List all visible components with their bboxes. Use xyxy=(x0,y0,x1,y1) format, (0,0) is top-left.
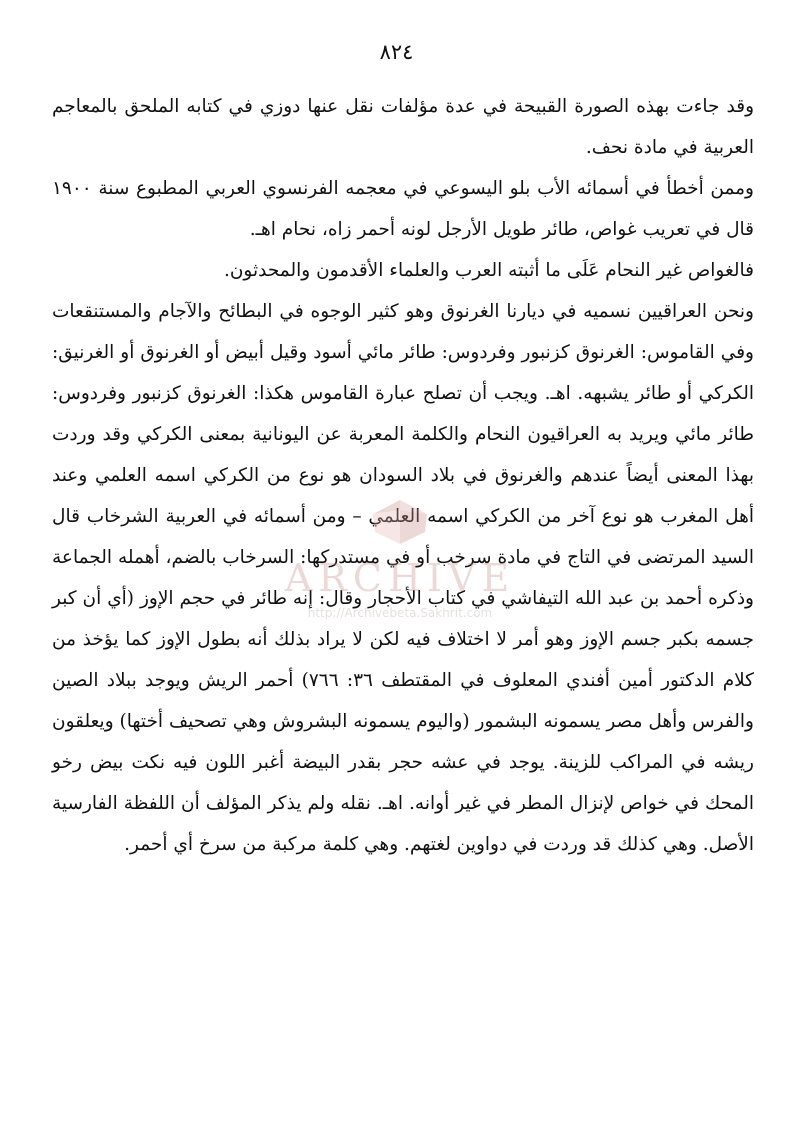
paragraph-2: وممن أخطأ في أسمائه الأب بلو اليسوعي في معجمه الفرنسوي العربي المطبوع سنة ١٩٠٠ قال في تعريب غواص، طائر طويل الأرجل لونه أحمر زاه، نحام اهـ. xyxy=(52,178,754,240)
page-number: ٨٢٤ xyxy=(379,40,414,64)
body-text xyxy=(52,86,754,865)
paragraph-4: ونحن العراقيين نسميه في ديارنا الغرنوق وهو كثير الوجوه في البطائح والآجام والمستنقعات وفي القاموس: الغرنوق كزنبور وفردوس: طائر مائي أسود وقيل أبيض أو الغرنوق أو الغرنيق: الكركي أو طائر يشبهه. اهـ. ويجب أن تصلح عبارة القاموس هكذا: الغرنوق كزنبور وفردوس: طائر مائي ويريد به العراقيون النحام والكلمة المعربة عن اليونانية بمعنى الكركي وقد وردت بهذا المعنى أيضاً عندهم والغرنوق في بلاد السودان هو نوع من الكركي اسمه العلمي وعند أهل المغرب هو نوع آخر من الكركي اسمه العلمي – ومن أسمائه في العربية الشرخاب قال السيد المرتضى في التاج في مادة سرخب أو في مستدركها: السرخاب بالضم، أهمله الجماعة وذكره أحمد بن عبد الله التيفاشي في كتاب الأحجار وقال: إنه طائر في حجم الإوز (أي أن كبر جسمه بكبر جسم الإوز وهو أمر لا اختلاف فيه لكن لا يراد بذلك أنه بطول الإوز كما يؤخذ من كلام الدكتور أمين أفندي المعلوف في المقتطف ٣٦: ٧٦٦) أحمر الريش ويوجد ببلاد الصين والفرس وأهل مصر يسمونه البشمور (واليوم يسمونه البشروش وهي تصحيف أختها) ويعلقون ريشه في المراكب للزينة. يوجد في عشه حجر بقدر البيضة أغبر اللون فيه نكت بيض رخو المحك في خواص لإنزال المطر في غير أوانه. اهـ. نقله ولم يذكر المؤلف أن اللفظة الفارسية الأصل. وهي كذلك قد وردت في دواوين لغتهم. وهي كلمة مركبة من سرخ أي أحمر. xyxy=(52,301,754,855)
watermark-url: http://Archivebeta.Sakhrit.com xyxy=(307,606,493,620)
paragraph-3: فالغواص غير النحام عَلَى ما أثبته العرب والعلماء الأقدمون والمحدثون. xyxy=(223,260,754,281)
paragraph-1: وقد جاءت بهذه الصورة القبيحة في عدة مؤلفات نقل عنها دوزي في كتابه الملحق بالمعاجم العربية في مادة نحف. xyxy=(52,96,754,158)
watermark-word: ARCHIVE xyxy=(284,556,516,600)
